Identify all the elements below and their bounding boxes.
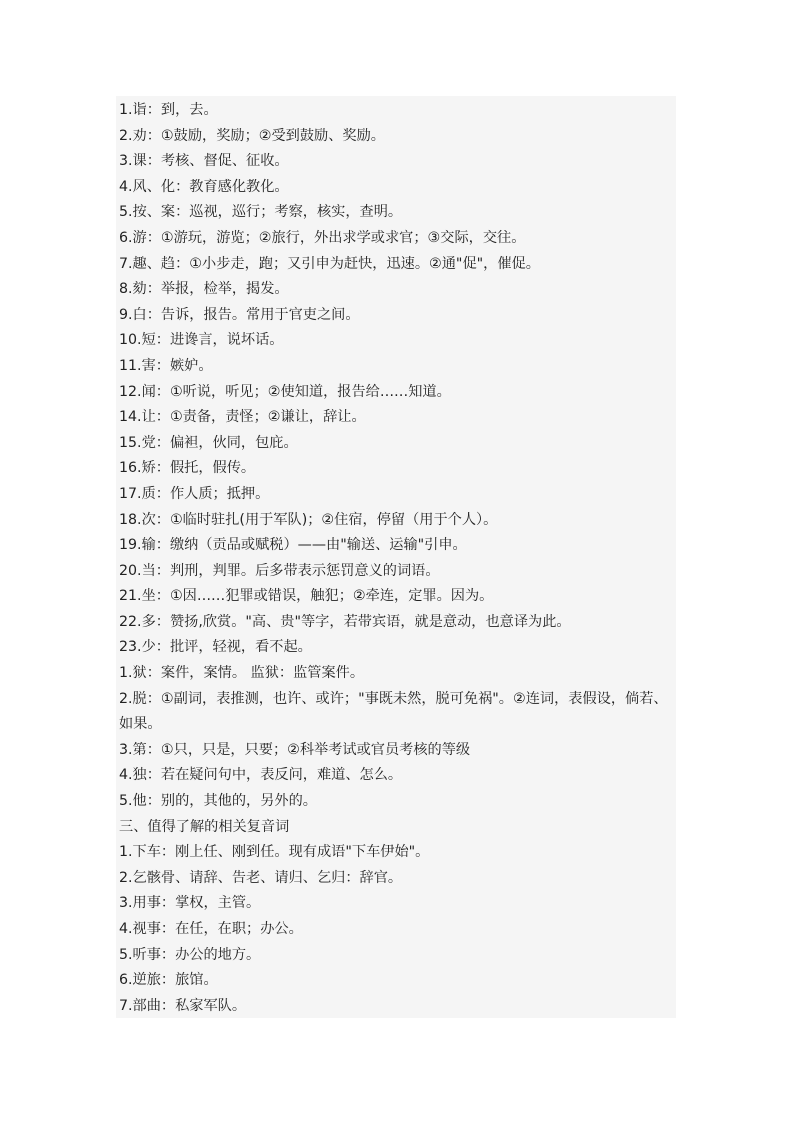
text-line: 3.用事：掌权，主管。 — [119, 895, 261, 912]
text-line: 1.诣：到，去。 — [119, 102, 218, 118]
text-line: 4.视事：在任，在职；办公。 — [119, 921, 303, 937]
text-line: 4.独：若在疑问句中，表反问，难道、怎么。 — [119, 767, 403, 784]
text-line: 21.坐：①因……犯罪或错误，触犯；②牵连，定罪。因为。 — [119, 588, 494, 605]
text-line: 8.劾：举报，检举，揭发。 — [119, 281, 289, 298]
text-line: 19.输：缴纳（贡品或赋税）——由"输送、运输"引申。 — [119, 537, 467, 554]
text-line: 3.课：考核、督促、征收。 — [119, 153, 289, 170]
text-line: 2.脱：①副词，表推测，也许、或许；"事既未然，脱可免祸"。②连词，表假设，倘若、如果。 — [119, 690, 668, 733]
text-line: 6.逆旅：旅馆。 — [119, 972, 218, 989]
text-line: 7.趣、趋：①小步走，跑；又引申为赶快，迅速。②通"促"，催促。 — [119, 255, 540, 272]
text-line: 23.少：批评，轻视，看不起。 — [119, 639, 312, 656]
text-line: 4.风、化：教育感化教化。 — [119, 178, 289, 195]
text-line: 5.他：别的，其他的，另外的。 — [119, 793, 317, 810]
text-line: 20.当：判刑，判罪。后多带表示惩罚意义的词语。 — [119, 562, 440, 579]
text-line: 6.游：①游玩，游览；②旅行，外出求学或求官；③交际，交往。 — [119, 229, 526, 246]
text-line: 5.按、案：巡视，巡行；考察，核实，查明。 — [119, 204, 403, 221]
text-line: 17.质：作人质；抵押。 — [119, 485, 270, 502]
text-line: 16.矫：假托，假传。 — [119, 460, 256, 477]
text-line: 3.第：①只，只是，只要；②科举考试或官员考核的等级 — [119, 741, 471, 758]
text-line: 11.害：嫉妒。 — [119, 357, 213, 374]
text-line: 18.次：①临时驻扎(用于军队)；②住宿，停留（用于个人）。 — [119, 511, 498, 528]
notes-content — [116, 96, 676, 1018]
text-line: 10.短：进谗言，说坏话。 — [119, 332, 284, 349]
text-line: 1.狱：案件，案情。 监狱：监管案件。 — [119, 665, 365, 682]
text-line: 12.闻：①听说，听见；②使知道，报告给……知道。 — [119, 383, 451, 400]
text-line: 9.白：告诉，报告。常用于官吏之间。 — [119, 306, 360, 323]
text-line: 15.党：偏袒，伙同，包庇。 — [119, 434, 298, 451]
text-line: 7.部曲：私家军队。 — [119, 997, 247, 1014]
text-line: 5.听事：办公的地方。 — [119, 946, 261, 963]
text-line: 1.下车：刚上任、刚到任。现有成语"下车伊始"。 — [119, 844, 430, 861]
section-heading: 三、值得了解的相关复音词 — [119, 818, 290, 835]
text-line: 22.多：赞扬,欣赏。"高、贵"等字，若带宾语，就是意动，也意译为此。 — [119, 613, 571, 630]
text-line: 2.乞骸骨、请辞、告老、请归、乞归：辞官。 — [119, 869, 403, 886]
text-line: 2.劝：①鼓励，奖励；②受到鼓励、奖励。 — [119, 127, 385, 144]
text-line: 14.让：①责备，责怪；②谦让，辞让。 — [119, 409, 366, 426]
